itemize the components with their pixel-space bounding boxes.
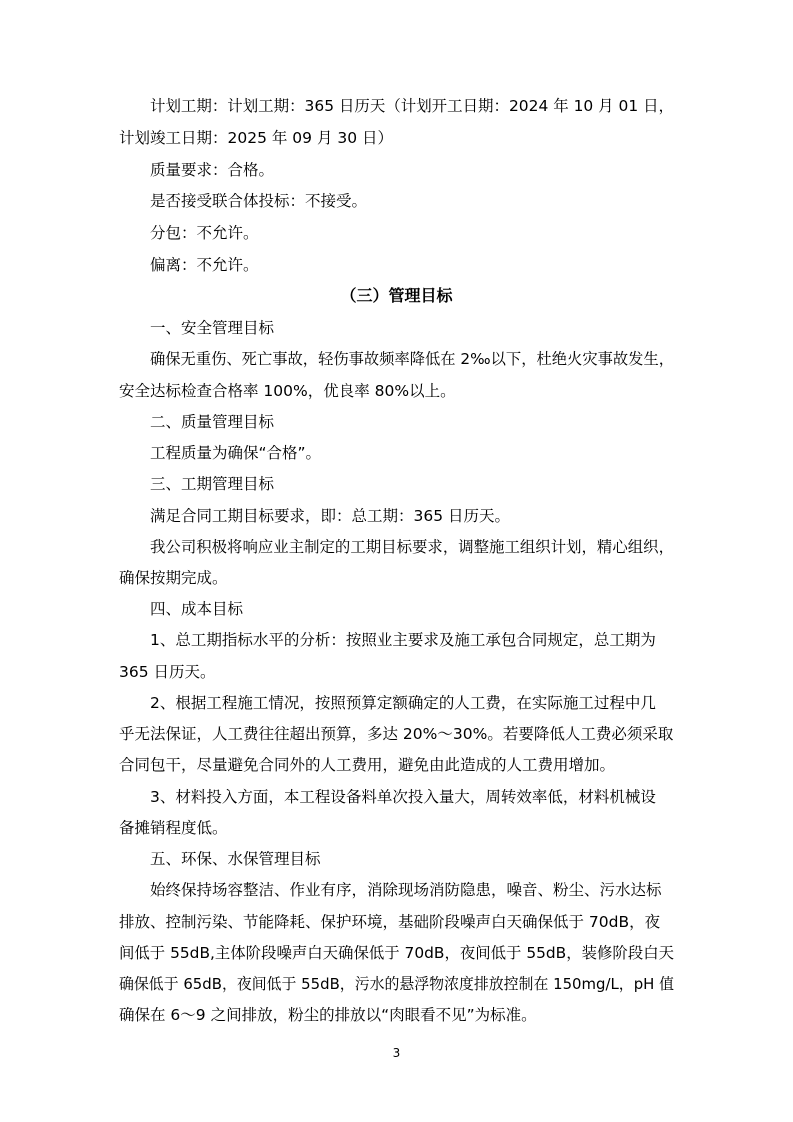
text-line-text: 始终保持场容整洁、作业有序，消除现场消防隐患，噪音、粉尘、污水达标 <box>150 881 662 899</box>
text-line-text: 3、材料投入方面，本工程设备料单次投入量大，周转效率低，材料机械设 <box>150 788 656 806</box>
text-line-text: 安全达标检查合格率 100%，优良率 80%以上。 <box>119 382 456 400</box>
text-line-text: 我公司积极将响应业主制定的工期目标要求，调整施工组织计划，精心组织， <box>150 538 674 556</box>
text-line-text: 五、环保、水保管理目标 <box>150 850 321 868</box>
text-line-text: 计划竣工日期：2025 年 09 月 30 日） <box>119 129 394 147</box>
text-line-text: 确保在 6～9 之间排放，粉尘的排放以“肉眼看不见”为标准。 <box>119 1006 537 1024</box>
text-line-text: 偏离：不允许。 <box>150 256 259 274</box>
text-line-text: 工程质量为确保“合格”。 <box>150 444 322 462</box>
page-number: 3 <box>392 1046 401 1060</box>
text-line-text: 确保无重伤、死亡事故，轻伤事故频率降低在 2‰以下，杜绝火灾事故发生， <box>150 350 674 368</box>
text-line-text: 间低于 55dB,主体阶段噪声白天确保低于 70dB，夜间低于 55dB，装修阶段白天 <box>119 944 674 962</box>
text-line-text: 四、成本目标 <box>150 600 244 618</box>
text-line-text: 2、根据工程施工情况，按照预算定额确定的人工费，在实际施工过程中几 <box>150 694 656 712</box>
text-line-text: 是否接受联合体投标：不接受。 <box>150 192 368 210</box>
text-line-text: 三、工期管理目标 <box>150 475 275 493</box>
text-line-text: 确保低于 65dB，夜间低于 55dB，污水的悬浮物浓度排放控制在 150mg/L，pH 值 <box>119 975 674 993</box>
text-line-text: 乎无法保证，人工费往往超出预算，多达 20%～30%。若要降低人工费必须采取 <box>119 725 674 743</box>
text-line-text: 合同包干，尽量避免合同外的人工费用，避免由此造成的人工费用增加。 <box>119 756 616 774</box>
text-line-text: 分包：不允许。 <box>150 224 259 242</box>
text-line-text: 满足合同工期目标要求，即：总工期：365 日历天。 <box>150 507 511 525</box>
text-line-text: 质量要求：合格。 <box>150 161 275 179</box>
text-line-text: 备摊销程度低。 <box>119 819 228 837</box>
text-line-text: 计划工期：计划工期：365 日历天（计划开工日期：2024 年 10 月 01 日， <box>150 97 674 115</box>
text-line-text: 365 日历天。 <box>119 663 216 681</box>
text-line-text: 二、质量管理目标 <box>150 413 275 431</box>
text-line-text: 一、安全管理目标 <box>150 319 275 337</box>
text-line-text: 排放、控制污染、节能降耗、保护环境，基础阶段噪声白天确保低于 70dB，夜 <box>119 913 661 931</box>
text-line-text: 确保按期完成。 <box>119 569 228 587</box>
section-heading: （三）管理目标 <box>340 286 453 305</box>
text-line-text: 1、总工期指标水平的分析：按照业主要求及施工承包合同规定，总工期为 <box>150 631 656 649</box>
